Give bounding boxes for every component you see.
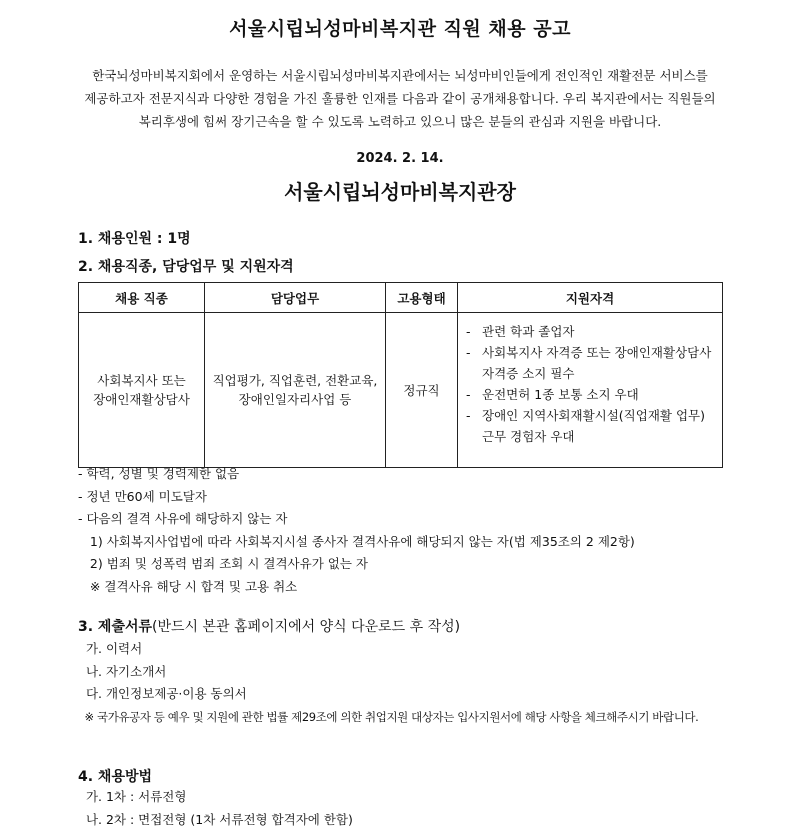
condition-line: - 다음의 결격 사유에 해당하지 않는 자	[78, 511, 288, 526]
cell-line: 사회복지사 또는	[97, 373, 186, 388]
bullet-dash: -	[466, 408, 471, 423]
column-header: 담당업무	[205, 283, 386, 313]
intro-paragraph	[60, 64, 740, 133]
qualification-item	[466, 384, 714, 405]
document-item: 다. 개인정보제공·이용 동의서	[78, 686, 247, 701]
cell-line: 장애인재활상담사	[93, 392, 190, 407]
method-item: 가. 1차 : 서류전형	[78, 789, 187, 804]
page-title: 서울시립뇌성마비복지관 직원 채용 공고	[229, 18, 571, 40]
condition-line: 2) 범죄 및 성폭력 범죄 조회 시 결격사유가 없는 자	[78, 556, 368, 571]
qualification-item	[466, 405, 714, 447]
documents-list	[78, 638, 738, 728]
qualification-line: 장애인 지역사회재활시설(직업재활 업무)	[482, 408, 705, 423]
duties-cell	[205, 313, 386, 468]
qualification-line: 근무 경험자 우대	[482, 429, 575, 444]
condition-line: 1) 사회복지사업법에 따라 사회복지시설 종사자 결격사유에 해당되지 않는 자(법 제35조의 2 제2항)	[78, 533, 635, 549]
table-header-row	[79, 283, 723, 313]
qualification-line: 자격증 소지 필수	[482, 366, 575, 381]
condition-line: ※ 결격사유 해당 시 합격 및 고용 취소	[78, 578, 298, 594]
conditions-list	[78, 463, 738, 598]
bullet-dash: -	[466, 387, 471, 402]
qualification-line: 관련 학과 졸업자	[482, 324, 575, 339]
employment-type-cell: 정규직	[386, 313, 458, 468]
job-type-cell	[79, 313, 205, 468]
column-header: 채용 직종	[79, 283, 205, 313]
intro-line: 복리후생에 힘써 장기근속을 할 수 있도록 노력하고 있으니 많은 분들의 관심과 지원을 바랍니다.	[138, 114, 662, 129]
section-documents-subtitle: (반드시 본관 홈페이지에서 양식 다운로드 후 작성)	[152, 619, 461, 635]
document-item: 나. 자기소개서	[78, 663, 167, 679]
documents-note: ※ 국가유공자 등 예우 및 지원에 관한 법률 제29조에 의한 취업지원 대상자는 입사지원서에 해당 사항을 체크해주시기 바랍니다.	[78, 709, 699, 724]
qualification-item	[466, 342, 714, 384]
condition-line: - 학력, 성별 및 경력제한 없음	[78, 466, 240, 481]
posting-date: 2024. 2. 14.	[356, 151, 444, 166]
cell-line: 장애인일자리사업 등	[238, 392, 352, 407]
section-method: 4. 채용방법	[78, 769, 153, 785]
condition-line: - 정년 만60세 미도달자	[78, 488, 207, 504]
job-table	[78, 282, 723, 468]
organization-head: 서울시립뇌성마비복지관장	[284, 180, 516, 204]
section-documents	[78, 616, 460, 636]
cell-line: 직업평가, 직업훈련, 전환교육,	[212, 373, 378, 388]
method-item: 나. 2차 : 면접전형 (1차 서류전형 합격자에 한함)	[78, 811, 353, 827]
column-header: 고용형태	[386, 283, 458, 313]
intro-line: 제공하고자 전문지식과 다양한 경험을 가진 훌륭한 인재를 다음과 같이 공개채용합니다. 우리 복지관에서는 직원들의	[84, 91, 716, 106]
methods-list	[78, 786, 738, 831]
section-documents-title: 3. 제출서류	[78, 619, 153, 635]
column-header: 지원자격	[458, 283, 723, 313]
section-headcount: 1. 채용인원 : 1명	[78, 231, 191, 247]
bullet-dash: -	[466, 324, 471, 339]
qualification-item	[466, 321, 714, 342]
intro-line: 한국뇌성마비복지회에서 운영하는 서울시립뇌성마비복지관에서는 뇌성마비인들에게 전인적인 재활전문 서비스를	[92, 68, 708, 83]
table-row	[79, 313, 723, 468]
bullet-dash: -	[466, 345, 471, 360]
qualification-line: 운전면허 1종 보통 소지 우대	[482, 387, 639, 402]
document-item: 가. 이력서	[78, 641, 143, 656]
qualifications-cell	[458, 313, 723, 468]
qualification-line: 사회복지사 자격증 또는 장애인재활상담사	[482, 345, 712, 360]
section-job-details: 2. 채용직종, 담당업무 및 지원자격	[78, 259, 294, 275]
